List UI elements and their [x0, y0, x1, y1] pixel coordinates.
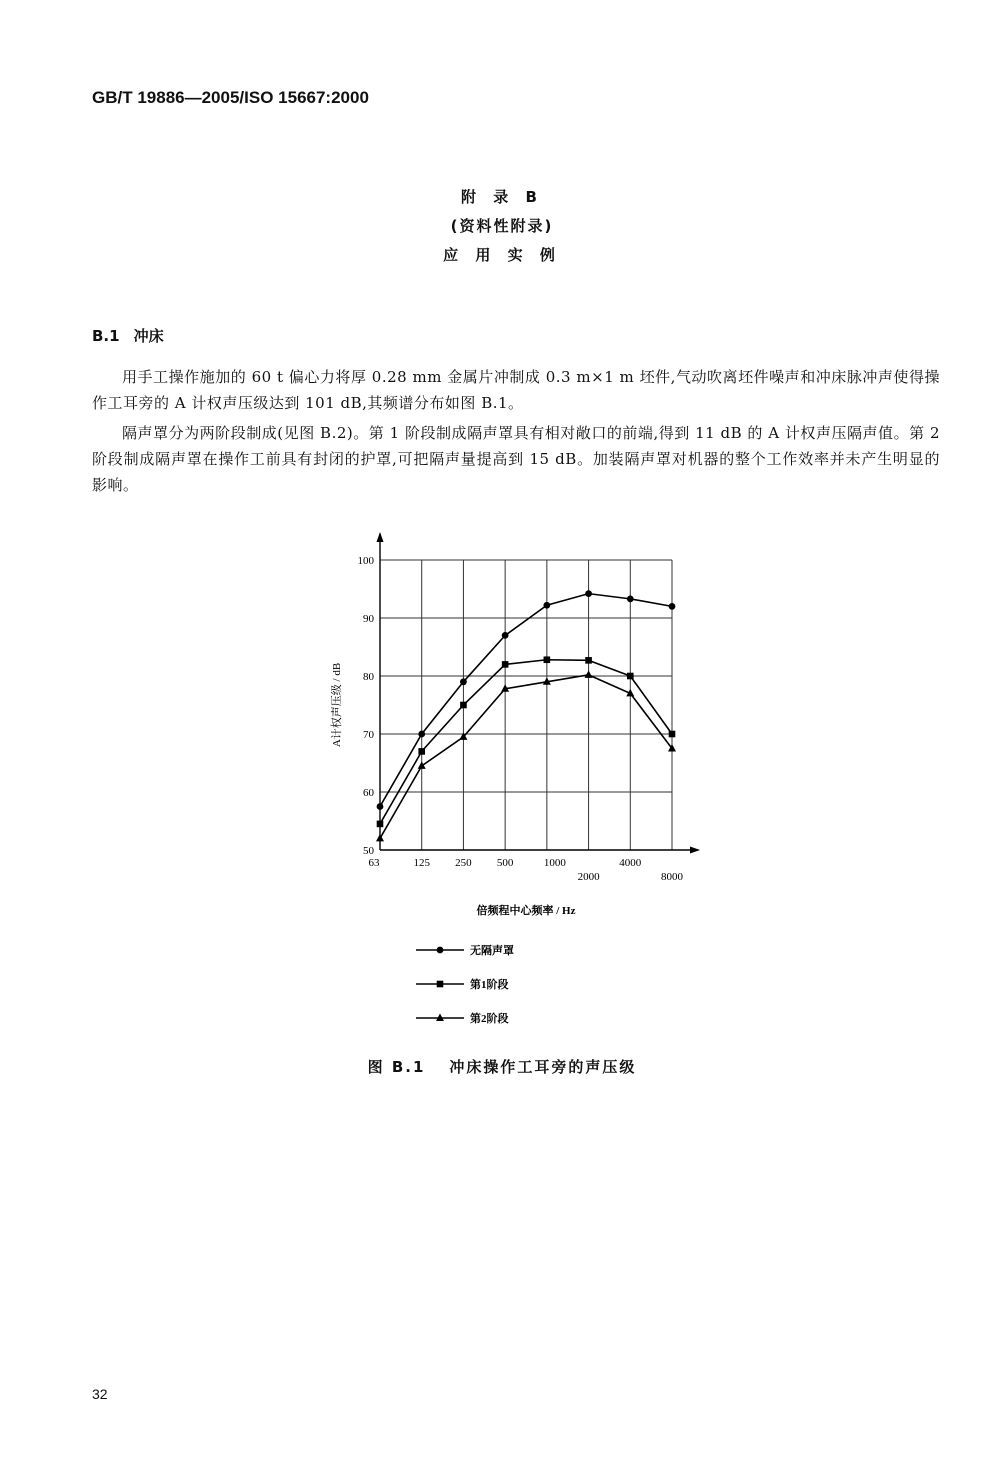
section-title: 冲床: [133, 327, 164, 345]
series-line: [380, 660, 672, 824]
x-tick-label: 2000: [577, 871, 600, 883]
section-heading: [92, 325, 178, 346]
data-point: [502, 661, 509, 668]
data-point: [669, 603, 676, 610]
x-axis-label: 倍频程中心频率 / Hz: [476, 905, 576, 917]
paragraph-1: 用手工操作施加的 60 t 偏心力将厚 0.28 mm 金属片冲制成 0.3 m×1 m 坯件,气动吹离坯件噪声和冲床脉冲声使得操作工耳旁的 A 计权声压级达到 101 dB,其频谱分布如图 B.1。: [92, 368, 940, 412]
page-number: 32: [92, 1386, 108, 1402]
data-point: [585, 670, 593, 678]
data-point: [627, 673, 634, 680]
appendix-title: 附 录 B: [461, 188, 543, 206]
x-tick-label: 8000: [661, 871, 683, 883]
data-point: [418, 748, 425, 755]
data-point: [585, 657, 592, 664]
legend-marker: [437, 947, 444, 954]
x-tick-label: 500: [496, 857, 514, 869]
legend-label: 第1阶段: [470, 979, 509, 991]
legend-label: 无隔声罩: [470, 945, 514, 957]
y-tick-label: 70: [363, 729, 374, 741]
data-point: [377, 821, 384, 828]
figure-caption: [0, 1056, 1004, 1077]
data-point: [627, 595, 634, 602]
y-tick-label: 50: [363, 845, 374, 857]
y-tick-label: 100: [357, 555, 374, 567]
x-tick-label: 4000: [619, 857, 642, 869]
data-point: [502, 632, 509, 639]
section-number: B.1: [92, 327, 120, 345]
figure-caption-text: 冲床操作工耳旁的声压级: [449, 1058, 637, 1076]
data-point: [418, 731, 425, 738]
y-tick-label: 80: [363, 671, 374, 683]
x-tick-label: 1000: [543, 857, 566, 869]
data-point: [377, 803, 384, 810]
legend-marker: [437, 981, 444, 988]
x-tick-label: 63: [368, 857, 380, 869]
y-axis-arrow: [377, 532, 384, 542]
series-line: [380, 594, 672, 807]
data-point: [460, 702, 467, 709]
x-tick-label: 250: [455, 857, 472, 869]
data-point: [418, 761, 426, 769]
data-point: [585, 590, 592, 597]
appendix-subtitle: (资料性附录): [450, 217, 554, 235]
y-axis-label: A计权声压级 / dB: [331, 662, 343, 748]
y-tick-label: 90: [363, 613, 374, 625]
data-point: [544, 656, 551, 663]
figure-label: 图 B.1: [367, 1058, 426, 1076]
data-point: [543, 602, 550, 609]
sound-level-chart: [330, 530, 730, 1040]
data-point: [460, 678, 467, 685]
legend-label: 第2阶段: [470, 1013, 509, 1025]
appendix-name: 应 用 实 例: [443, 246, 561, 264]
paragraph-2: 隔声罩分为两阶段制成(见图 B.2)。第 1 阶段制成隔声罩具有相对敞口的前端,得到 11 dB 的 A 计权声压隔声值。第 2 阶段制成隔声罩在操作工前具有封闭的护罩,可把隔声量提高到 15 dB。加装隔声罩对机器的整个工作效率并未产生明显的影响。: [92, 424, 940, 494]
x-tick-label: 125: [413, 857, 430, 869]
y-tick-label: 60: [363, 787, 374, 799]
data-point: [669, 731, 676, 738]
standard-code: GB/T 19886—2005/ISO 15667:2000: [92, 88, 369, 107]
series-line: [380, 675, 672, 839]
x-axis-arrow: [690, 847, 700, 854]
